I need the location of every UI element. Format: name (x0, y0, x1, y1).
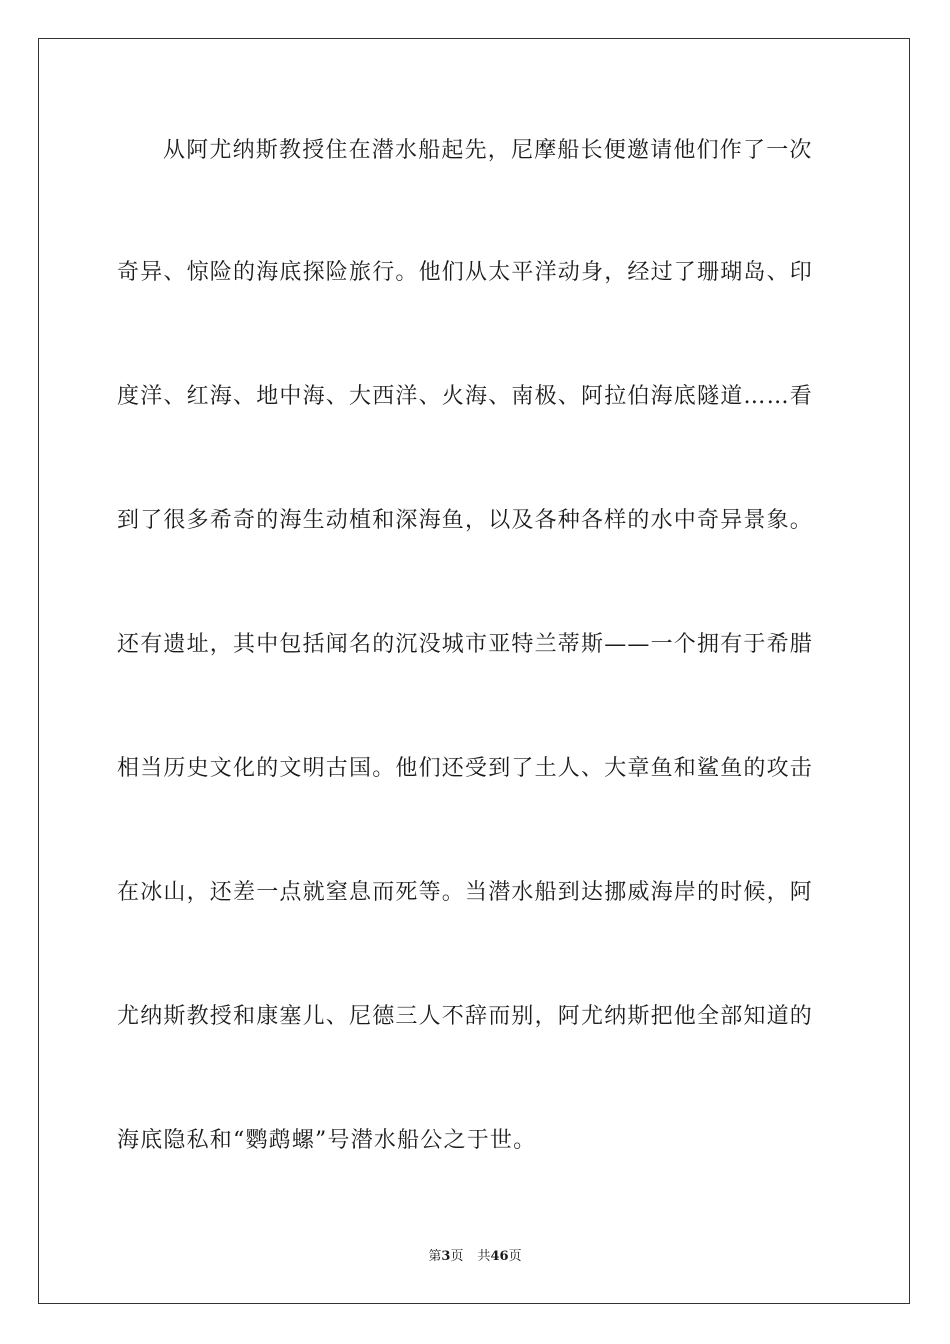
paragraph-line-7: 在冰山，还差一点就窒息而死等。当潜水船到达挪威海岸的时候，阿 (117, 880, 814, 905)
paragraph-line-2: 奇异、惊险的海底探险旅行。他们从太平洋动身，经过了珊瑚岛、印 (117, 260, 814, 285)
paragraph-line-8: 尤纳斯教授和康塞儿、尼德三人不辞而别，阿尤纳斯把他全部知道的 (117, 1004, 814, 1029)
page-suffix: 页 (450, 1249, 464, 1264)
page-footer (0, 1248, 950, 1266)
total-pages: 46 (490, 1249, 509, 1264)
paragraph-line-9: 海底隐私和“鹦鹉螺”号潜水船公之于世。 (117, 1128, 537, 1153)
page-prefix: 第 (428, 1249, 442, 1264)
page-border (38, 38, 910, 1304)
total-suffix: 页 (508, 1249, 522, 1264)
total-prefix: 共 (477, 1249, 491, 1264)
paragraph-line-1: 从阿尤纳斯教授住在潜水船起先，尼摩船长便邀请他们作了一次 (163, 138, 813, 163)
paragraph-line-3: 度洋、红海、地中海、大西洋、火海、南极、阿拉伯海底隧道……看 (117, 384, 814, 409)
page-number: 3 (441, 1249, 451, 1264)
paragraph-line-5: 还有遗址，其中包括闻名的沉没城市亚特兰蒂斯——一个拥有于希腊 (117, 632, 814, 657)
paragraph-line-6: 相当历史文化的文明古国。他们还受到了土人、大章鱼和鲨鱼的攻击 (117, 756, 814, 781)
paragraph-line-4: 到了很多希奇的海生动植和深海鱼，以及各种各样的水中奇异景象。 (117, 508, 814, 533)
